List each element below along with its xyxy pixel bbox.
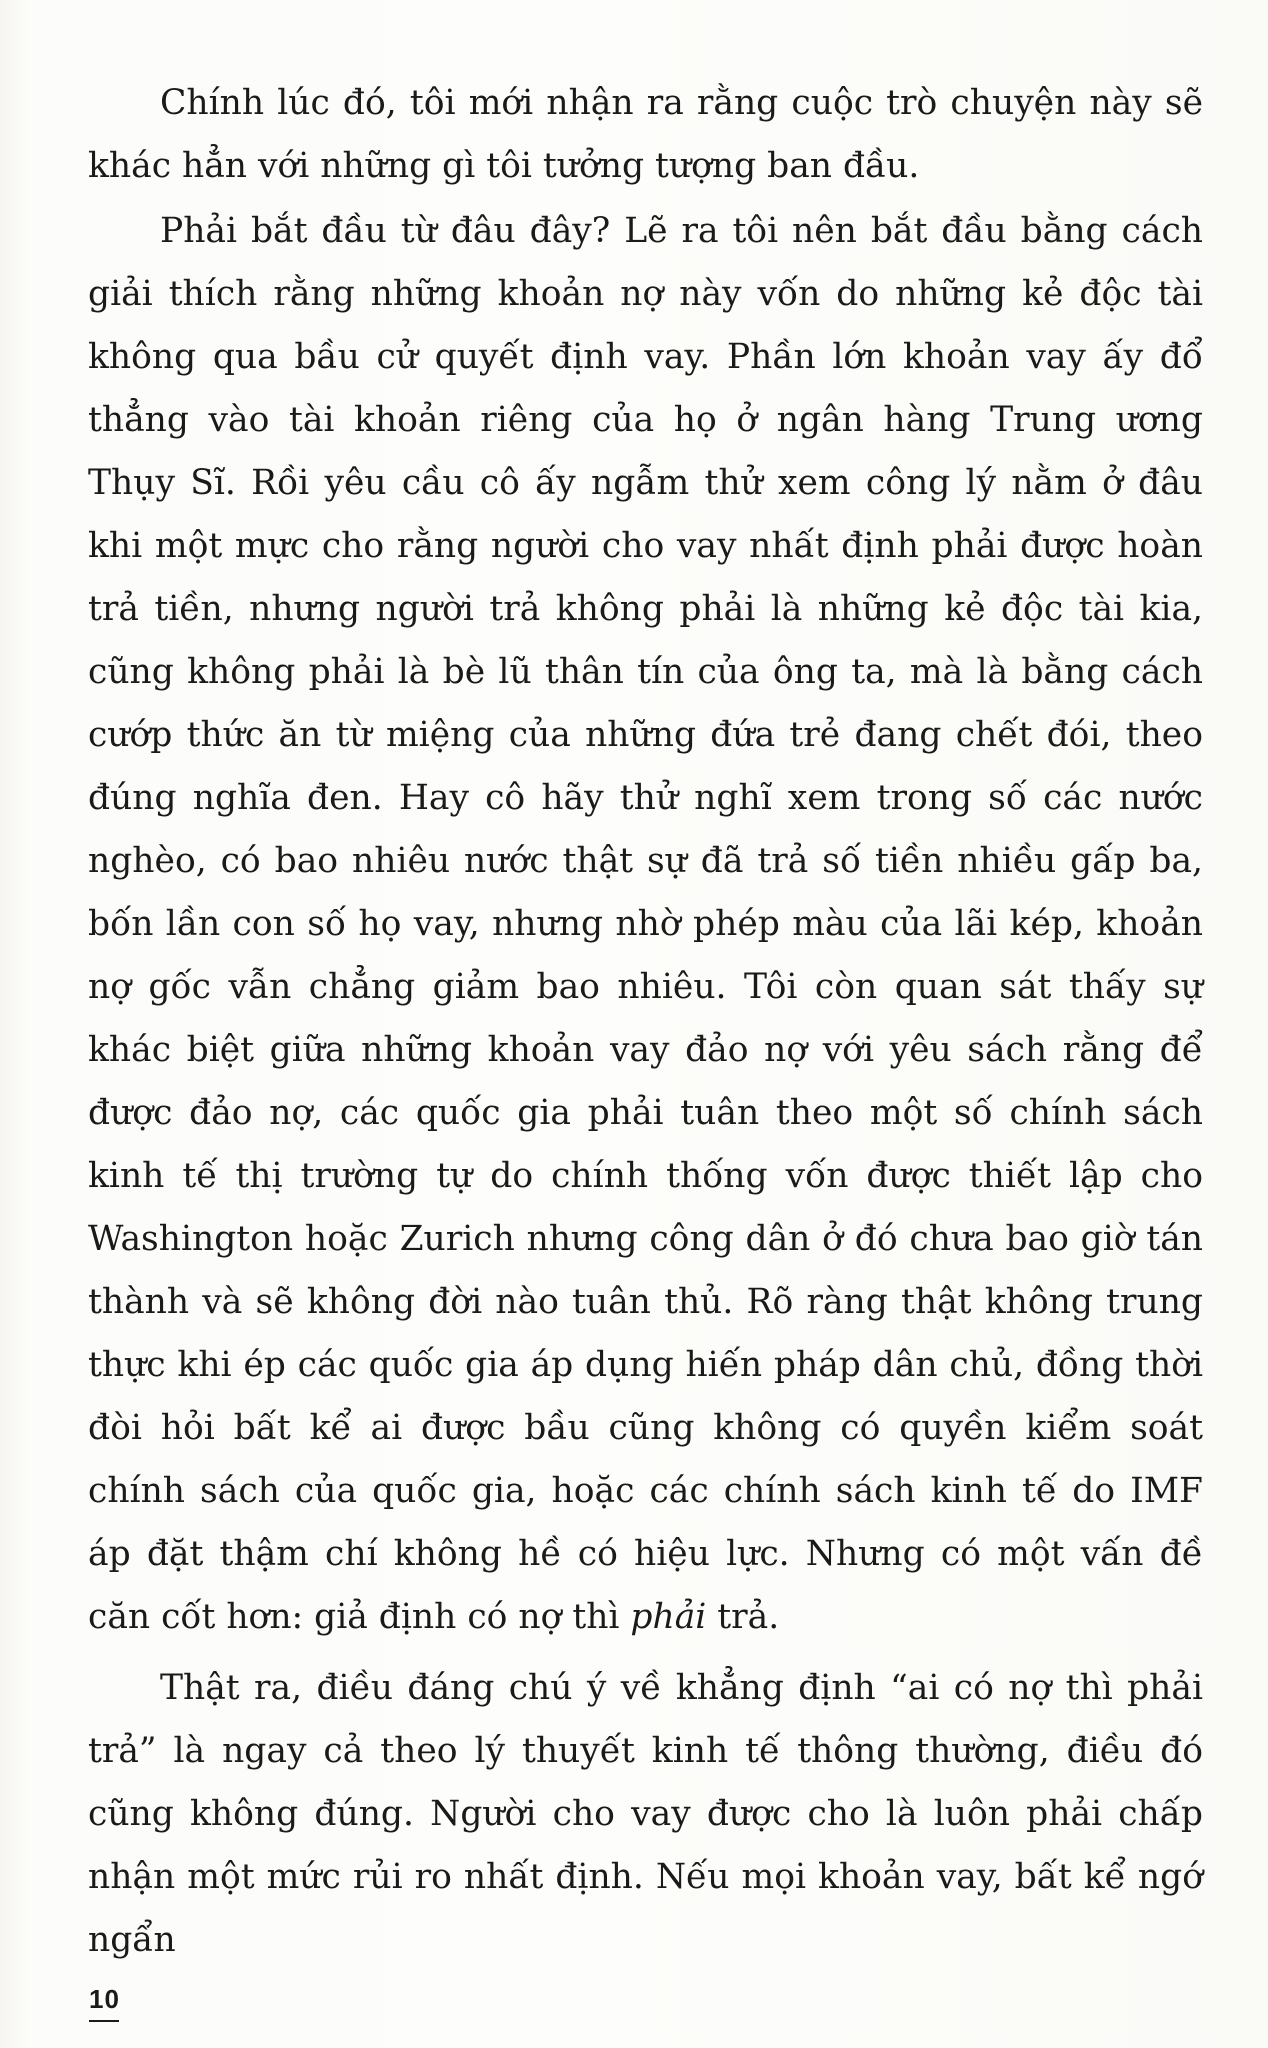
body-text xyxy=(88,72,1203,1972)
paragraph-3 xyxy=(88,1657,1203,1972)
page-number: 10 xyxy=(89,1984,120,2014)
paragraph-2 xyxy=(88,200,1203,1649)
paragraph-1 xyxy=(88,72,1203,198)
paragraph-1-text: Chính lúc đó, tôi mới nhận ra rằng cuộc trò chuyện này sẽ khác hẳn với những gì tôi tưởng tượng ban đầu. xyxy=(88,83,1203,186)
paragraph-2-text: Phải bắt đầu từ đâu đây? Lẽ ra tôi nên bắt đầu bằng cách giải thích rằng những khoản nợ này vốn do những kẻ độc tài không qua bầu cử quyết định vay. Phần lớn khoản vay ấy đổ thẳng vào tài khoản riêng của họ ở ngân hàng Trung ương Thụy Sĩ. Rồi yêu cầu cô ấy ngẫm thử xem công lý nằm ở đâu khi một mực cho rằng người cho vay nhất định phải được hoàn trả tiền, nhưng người trả không phải là những kẻ độc tài kia, cũng không phải là bè lũ thân tín của ông ta, mà là bằng cách cướp thức ăn từ miệng của những đứa trẻ đang chết đói, theo đúng nghĩa đen. Hay cô hãy thử nghĩ xem trong số các nước nghèo, có bao nhiêu nước thật sự đã trả số tiền nhiều gấp ba, bốn lần con số họ vay, nhưng nhờ phép màu của lãi kép, khoản nợ gốc vẫn chẳng giảm bao nhiêu. Tôi còn quan sát thấy sự khác biệt giữa những khoản vay đảo nợ với yêu sách rằng để được đảo nợ, các quốc gia phải tuân theo một số chính sách kinh tế thị trường tự do chính thống vốn được thiết lập cho Washington hoặc Zurich nhưng công dân ở đó chưa bao giờ tán thành và sẽ không đời nào tuân thủ. Rõ ràng thật không trung thực khi ép các quốc gia áp dụng hiến pháp dân chủ, đồng thời đòi hỏi bất kể ai được bầu cũng không có quyền kiểm soát chính sách của quốc gia, hoặc các chính sách kinh tế do IMF áp đặt thậm chí không hề có hiệu lực. Nhưng có một vấn đề căn cốt hơn: giả định có nợ thì xyxy=(88,211,1203,1637)
page-number-underline xyxy=(89,2020,119,2022)
paragraph-3-text: Thật ra, điều đáng chú ý về khẳng định “ai có nợ thì phải trả” là ngay cả theo lý thuyết kinh tế thông thường, điều đó cũng không đúng. Người cho vay được cho là luôn phải chấp nhận một mức rủi ro nhất định. Nếu mọi khoản vay, bất kể ngớ ngẩn xyxy=(88,1668,1203,1960)
paragraph-2-italic-word: phải xyxy=(630,1597,707,1637)
paragraph-2-ending: trả. xyxy=(706,1597,780,1637)
